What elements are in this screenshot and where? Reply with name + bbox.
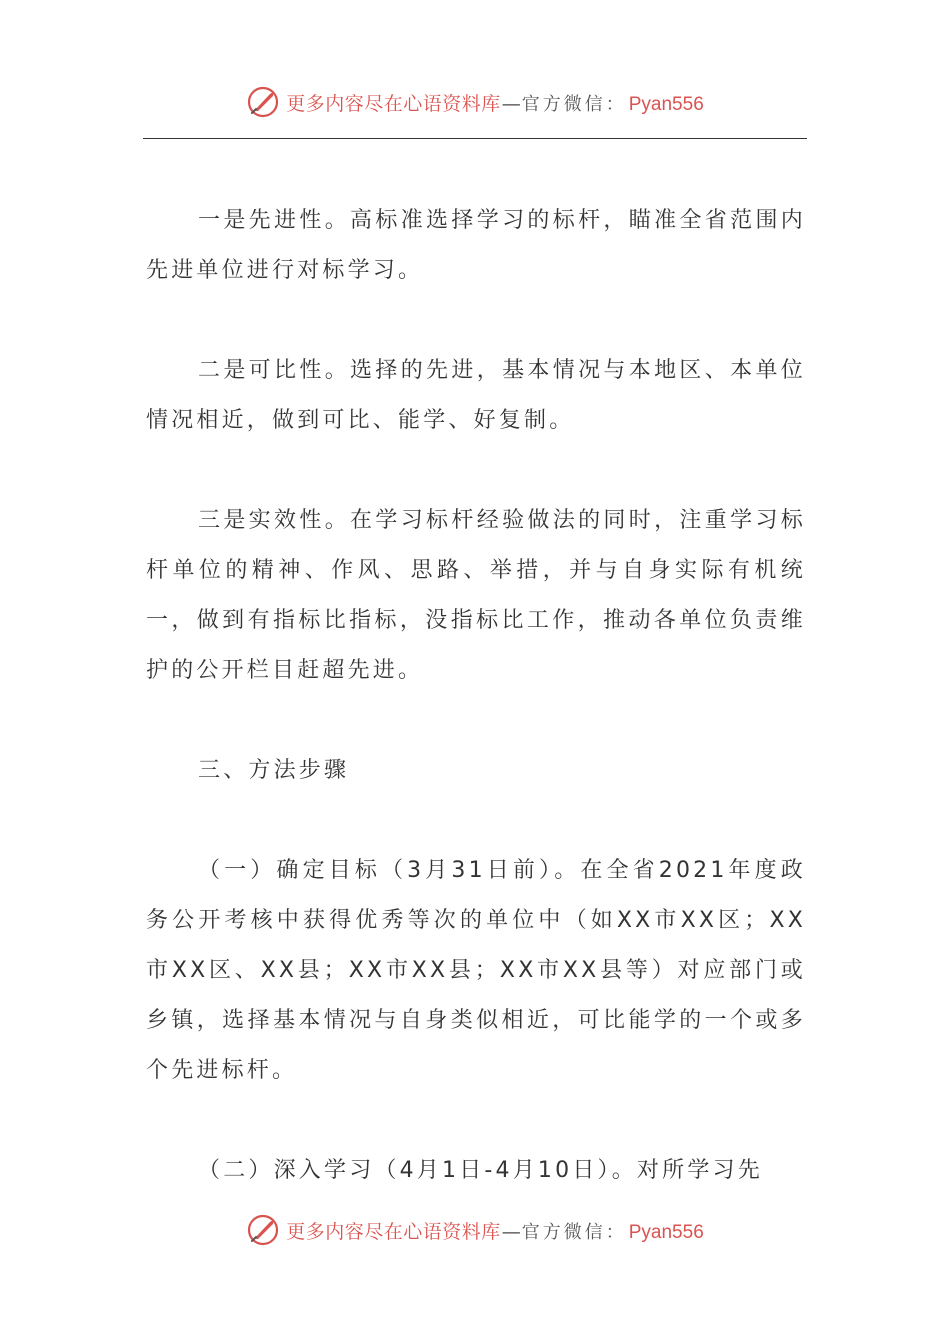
paragraph-advanced: 一是先进性。高标准选择学习的标杆，瞄准全省范围内先进单位进行对标学习。 [146, 208, 806, 283]
header-banner-text [286, 89, 704, 116]
section-heading-methods: 三、方法步骤 [198, 758, 350, 783]
footer-separator: — [501, 1220, 521, 1243]
header-wechat-label: 官方微信： [521, 93, 627, 115]
header-wechat-id: Pyan556 [628, 93, 704, 115]
header-library-text: 更多内容尽在心语资料库 [286, 92, 501, 115]
document-body [146, 196, 806, 1196]
header-divider [143, 138, 807, 139]
paragraph-comparable: 二是可比性。选择的先进，基本情况与本地区、本单位情况相近，做到可比、能学、好复制。 [146, 358, 806, 433]
header-banner [0, 82, 950, 122]
quill-pen-circle-icon [246, 1213, 280, 1247]
paragraph-gap [146, 296, 806, 346]
quill-pen-circle-icon [246, 85, 280, 119]
paragraph-gap [146, 796, 806, 846]
paragraph-gap [146, 446, 806, 496]
paragraph-gap [146, 1096, 806, 1146]
paragraph-step-one: （一）确定目标（3月31日前）。在全省2021年度政务公开考核中获得优秀等次的单位中（如XX市XX区；XX市XX区、XX县；XX市XX县；XX市XX县等）对应部门或乡镇，选择基本情况与自身类似相近，可比能学的一个或多个先进标杆。 [146, 858, 806, 1083]
paragraph-gap [146, 696, 806, 746]
footer-banner-text [286, 1217, 704, 1244]
footer-wechat-id: Pyan556 [628, 1221, 704, 1243]
paragraph-effective: 三是实效性。在学习标杆经验做法的同时，注重学习标杆单位的精神、作风、思路、举措，并与自身实际有机统一，做到有指标比指标，没指标比工作，推动各单位负责维护的公开栏目赶超先进。 [146, 508, 806, 683]
paragraph-step-two: （二）深入学习（4月1日-4月10日）。对所学习先 [198, 1158, 763, 1183]
footer-banner [0, 1210, 950, 1250]
footer-library-text: 更多内容尽在心语资料库 [286, 1220, 501, 1243]
footer-wechat-label: 官方微信： [521, 1221, 627, 1243]
header-separator: — [501, 92, 521, 115]
